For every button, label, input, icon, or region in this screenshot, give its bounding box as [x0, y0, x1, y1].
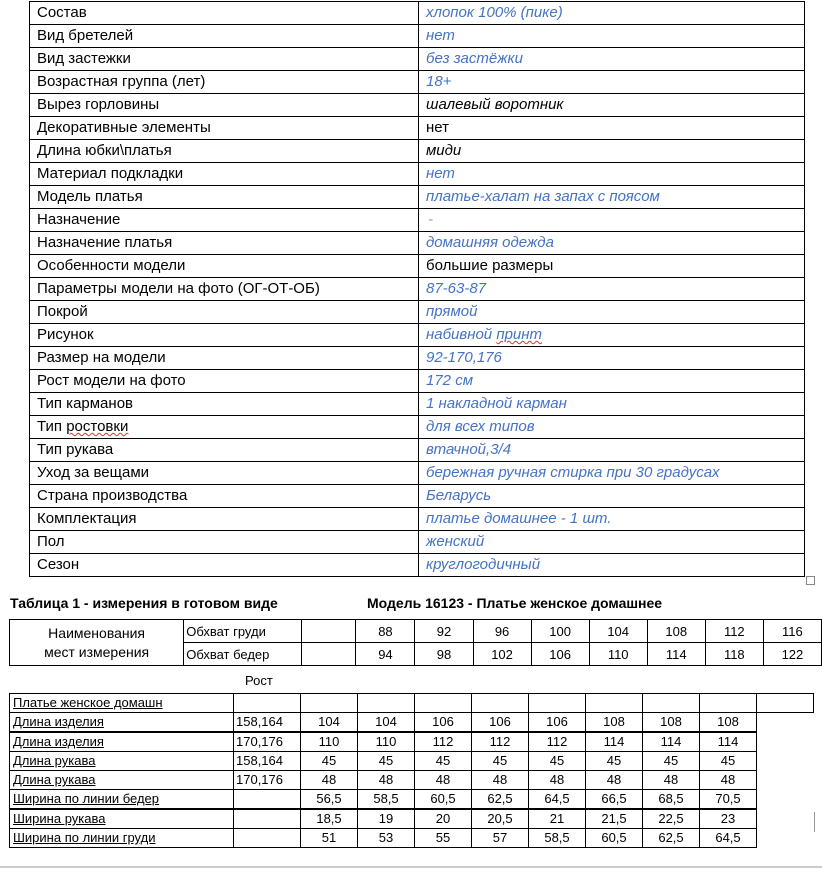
property-row — [30, 393, 805, 416]
property-row — [30, 94, 805, 117]
property-name — [30, 370, 419, 393]
property-value — [419, 94, 805, 117]
property-name-text: Размер на модели — [37, 349, 166, 366]
property-name-text: Вид застежки — [37, 50, 131, 67]
property-row — [30, 71, 805, 94]
property-row — [30, 531, 805, 554]
property-value — [419, 508, 805, 531]
measurement-value: 48 — [643, 771, 700, 790]
model-title: Модель 16123 - Платье женское домашнее — [367, 595, 663, 611]
property-name — [30, 25, 419, 48]
hips-value: 114 — [647, 643, 705, 666]
chest-girth-label: Обхват груди — [184, 620, 302, 643]
measurement-value: 112 — [472, 732, 529, 752]
measurement-value: 48 — [358, 771, 415, 790]
section-label: Платье женское домашн — [10, 694, 234, 713]
height-range — [234, 809, 301, 829]
property-value-text: круглогодичный — [426, 556, 541, 573]
property-row — [30, 416, 805, 439]
measurement-value: 45 — [700, 752, 757, 771]
property-value-text: 18+ — [426, 73, 452, 90]
measurement-value: 64,5 — [700, 829, 757, 848]
property-name-text: Возрастная группа (лет) — [37, 73, 206, 90]
property-name — [30, 163, 419, 186]
property-value-text: 92-170,176 — [426, 349, 502, 366]
property-value — [419, 462, 805, 485]
measurement-value: 45 — [472, 752, 529, 771]
property-name-text: Особенности модели — [37, 257, 186, 274]
property-name — [30, 439, 419, 462]
empty-cell — [302, 643, 356, 666]
property-name — [30, 324, 419, 347]
property-value — [419, 186, 805, 209]
measurement-value: 106 — [472, 713, 529, 733]
property-value — [419, 25, 805, 48]
measurement-value: 51 — [301, 829, 358, 848]
empty-cell — [700, 694, 757, 713]
chest-value: 108 — [647, 620, 705, 643]
measurement-names-line1: Наименования — [48, 624, 146, 641]
measurement-value: 114 — [643, 732, 700, 752]
measurement-value: 108 — [643, 713, 700, 733]
empty-cell — [301, 694, 358, 713]
property-row — [30, 324, 805, 347]
hips-value: 94 — [356, 643, 415, 666]
property-row — [30, 117, 805, 140]
measurement-value: 104 — [301, 713, 358, 733]
measurement-name: Длина рукава — [10, 771, 234, 790]
measurement-value: 62,5 — [472, 790, 529, 810]
measurement-value: 68,5 — [643, 790, 700, 810]
measurement-value: 114 — [586, 732, 643, 752]
measurement-value: 21 — [529, 809, 586, 829]
measurements-table — [9, 693, 814, 848]
measurement-row — [10, 809, 814, 829]
property-name-text: Сезон — [37, 556, 80, 573]
measurement-name: Ширина по линии груди — [10, 829, 234, 848]
property-name-text: Материал подкладки — [37, 165, 184, 182]
measurement-value: 112 — [529, 732, 586, 752]
empty-cell — [302, 620, 356, 643]
measurement-value: 106 — [415, 713, 472, 733]
measurement-value: 110 — [358, 732, 415, 752]
property-value — [419, 416, 805, 439]
property-value-text: женский — [426, 533, 485, 550]
measurement-value: 20 — [415, 809, 472, 829]
property-value-text: нет — [426, 165, 455, 182]
property-row — [30, 140, 805, 163]
measurement-value: 23 — [700, 809, 757, 829]
measurement-value: 56,5 — [301, 790, 358, 810]
measurement-value: 58,5 — [529, 829, 586, 848]
property-value — [419, 324, 805, 347]
hips-girth-label: Обхват бедер — [184, 643, 302, 666]
property-value — [419, 554, 805, 577]
measurement-names-line2: мест измерения — [44, 643, 150, 660]
property-name — [30, 531, 419, 554]
hips-value: 102 — [473, 643, 531, 666]
property-value — [419, 232, 805, 255]
measurement-names-header — [10, 620, 184, 666]
measurement-name: Ширина по линии бедер — [10, 790, 234, 810]
measurement-name: Длина изделия — [10, 713, 234, 733]
measurement-value: 106 — [529, 713, 586, 733]
empty-cell — [529, 694, 586, 713]
property-value-text: платье домашнее - 1 шт. — [426, 510, 612, 527]
property-row — [30, 301, 805, 324]
property-value — [419, 278, 805, 301]
measurement-value: 48 — [415, 771, 472, 790]
property-name-text: Назначение — [37, 211, 121, 228]
height-range — [234, 790, 301, 810]
property-row — [30, 508, 805, 531]
chest-value: 100 — [531, 620, 589, 643]
property-row — [30, 255, 805, 278]
measurement-name: Длина рукава — [10, 752, 234, 771]
property-name — [30, 393, 419, 416]
measurement-value: 60,5 — [415, 790, 472, 810]
measurement-row — [10, 713, 814, 733]
property-row — [30, 370, 805, 393]
property-name — [30, 232, 419, 255]
measurement-value: 45 — [529, 752, 586, 771]
measurement-value: 60,5 — [586, 829, 643, 848]
hips-value: 110 — [589, 643, 647, 666]
property-value — [419, 255, 805, 278]
property-value-text: набивной принт — [426, 326, 543, 343]
property-name — [30, 140, 419, 163]
property-name-text: Уход за вещами — [37, 464, 150, 481]
measurement-value: 114 — [700, 732, 757, 752]
property-value-text: домашняя одежда — [426, 234, 554, 251]
property-row — [30, 439, 805, 462]
property-value-text: втачной,3/4 — [426, 441, 512, 458]
empty-cell — [234, 694, 301, 713]
property-value-text: нет — [426, 119, 449, 136]
property-row — [30, 347, 805, 370]
property-value — [419, 347, 805, 370]
measurement-value: 45 — [643, 752, 700, 771]
property-value-text: Беларусь — [426, 487, 492, 504]
property-value — [419, 71, 805, 94]
property-name — [30, 186, 419, 209]
margin-marker — [814, 812, 821, 832]
property-value-text: 1 накладной карман — [426, 395, 567, 412]
property-value-text: бережная ручная стирка при 30 градусах — [426, 464, 720, 481]
property-name — [30, 416, 419, 439]
property-value — [419, 531, 805, 554]
property-row — [30, 163, 805, 186]
measurement-row — [10, 829, 814, 848]
property-value-text: без застёжки — [426, 50, 523, 67]
measurement-value: 110 — [301, 732, 358, 752]
height-label: Рост — [245, 673, 273, 688]
property-name-text: Рисунок — [37, 326, 94, 343]
empty-cell — [415, 694, 472, 713]
measurement-value: 48 — [472, 771, 529, 790]
measurement-value: 20,5 — [472, 809, 529, 829]
hips-value: 118 — [705, 643, 763, 666]
property-name — [30, 71, 419, 94]
property-name — [30, 278, 419, 301]
property-value-text: платье-халат на запах с поясом — [426, 188, 660, 205]
measurement-value: 55 — [415, 829, 472, 848]
property-value-text: 87-63-87 — [426, 280, 487, 297]
property-value — [419, 163, 805, 186]
property-value — [419, 485, 805, 508]
measurement-value: 45 — [586, 752, 643, 771]
property-name — [30, 255, 419, 278]
property-value-text: нет — [426, 27, 455, 44]
hips-value: 122 — [763, 643, 821, 666]
property-name — [30, 117, 419, 140]
product-properties-table — [29, 1, 805, 577]
property-name-text: Параметры модели на фото (ОГ-ОТ-ОБ) — [37, 280, 320, 297]
measurement-value: 48 — [529, 771, 586, 790]
measurement-value: 57 — [472, 829, 529, 848]
property-name-text: Тип рукава — [37, 441, 114, 458]
measurement-row — [10, 752, 814, 771]
measurement-value: 53 — [358, 829, 415, 848]
measurement-row — [10, 790, 814, 810]
property-name-text: Страна производства — [37, 487, 188, 504]
property-name — [30, 554, 419, 577]
empty-cell — [472, 694, 529, 713]
measurement-row — [10, 732, 814, 752]
property-row — [30, 2, 805, 25]
empty-cell — [586, 694, 643, 713]
chest-value: 88 — [356, 620, 415, 643]
property-name — [30, 2, 419, 25]
empty-cell — [358, 694, 415, 713]
measurement-value: 48 — [586, 771, 643, 790]
empty-cell — [757, 694, 814, 713]
measurement-value: 45 — [415, 752, 472, 771]
property-row — [30, 554, 805, 577]
measurement-value: 62,5 — [643, 829, 700, 848]
property-name — [30, 347, 419, 370]
size-header-table — [9, 619, 822, 666]
measurement-value: 45 — [301, 752, 358, 771]
measurement-value: 21,5 — [586, 809, 643, 829]
measurement-value: 22,5 — [643, 809, 700, 829]
property-value — [419, 439, 805, 462]
hips-value: 106 — [531, 643, 589, 666]
measurement-value: 18,5 — [301, 809, 358, 829]
property-name-text: Модель платья — [37, 188, 143, 205]
property-value — [419, 117, 805, 140]
property-name-text: Декоративные элементы — [37, 119, 211, 136]
property-value — [419, 301, 805, 324]
measurement-value: 64,5 — [529, 790, 586, 810]
property-name — [30, 94, 419, 117]
measurement-value: 70,5 — [700, 790, 757, 810]
property-value-text: для всех типов — [426, 418, 535, 435]
property-name-text: Назначение платья — [37, 234, 173, 251]
property-value — [419, 370, 805, 393]
property-name — [30, 209, 419, 232]
measurement-value: 108 — [700, 713, 757, 733]
chest-value: 116 — [763, 620, 821, 643]
measurement-value: 112 — [415, 732, 472, 752]
property-name — [30, 462, 419, 485]
property-row — [30, 25, 805, 48]
measurement-name: Ширина рукава — [10, 809, 234, 829]
property-value-text: - — [428, 211, 433, 228]
property-value-text: хлопок 100% (пике) — [426, 4, 563, 21]
property-name — [30, 301, 419, 324]
property-name-text: Тип карманов — [37, 395, 133, 412]
property-value — [419, 393, 805, 416]
property-value-text: 172 см — [426, 372, 473, 389]
property-value — [419, 2, 805, 25]
property-name-text: Вид бретелей — [37, 27, 134, 44]
property-name-text: Комплектация — [37, 510, 137, 527]
property-row — [30, 186, 805, 209]
property-name-text: Рост модели на фото — [37, 372, 186, 389]
measurement-value: 108 — [586, 713, 643, 733]
measurement-value: 48 — [301, 771, 358, 790]
property-name — [30, 485, 419, 508]
measurement-name: Длина изделия — [10, 732, 234, 752]
property-row — [30, 209, 805, 232]
property-value-text: прямой — [426, 303, 478, 320]
property-row — [30, 48, 805, 71]
page-bottom-rule — [0, 866, 822, 868]
measurement-value: 45 — [358, 752, 415, 771]
measurement-value: 19 — [358, 809, 415, 829]
measurement-value: 48 — [700, 771, 757, 790]
property-row — [30, 232, 805, 255]
measurement-value: 104 — [358, 713, 415, 733]
property-name — [30, 508, 419, 531]
property-row — [30, 462, 805, 485]
hips-value: 98 — [415, 643, 473, 666]
property-row — [30, 485, 805, 508]
chest-value: 96 — [473, 620, 531, 643]
measurement-row — [10, 771, 814, 790]
height-range: 170,176 — [234, 771, 301, 790]
measurement-value: 58,5 — [358, 790, 415, 810]
property-value — [419, 48, 805, 71]
property-name-text: Тип ростовки — [37, 418, 129, 435]
property-value-text: большие размеры — [426, 257, 554, 274]
property-value — [419, 209, 805, 232]
height-range: 158,164 — [234, 713, 301, 733]
measurement-value: 66,5 — [586, 790, 643, 810]
property-name-text: Вырез горловины — [37, 96, 160, 113]
empty-cell — [643, 694, 700, 713]
property-value — [419, 140, 805, 163]
property-row — [30, 278, 805, 301]
table-title: Таблица 1 - измерения в готовом виде — [10, 595, 278, 611]
property-name-text: Длина юбки\платья — [37, 142, 172, 159]
property-name — [30, 48, 419, 71]
chest-value: 92 — [415, 620, 473, 643]
property-name-text: Покрой — [37, 303, 88, 320]
height-range — [234, 829, 301, 848]
property-value-text: шалевый воротник — [426, 96, 564, 113]
property-name-text: Пол — [37, 533, 65, 550]
chest-value: 112 — [705, 620, 763, 643]
height-range: 158,164 — [234, 752, 301, 771]
height-range: 170,176 — [234, 732, 301, 752]
table-anchor-handle[interactable] — [806, 576, 815, 585]
property-name-text: Состав — [37, 4, 87, 21]
property-value-text: миди — [426, 142, 462, 159]
chest-value: 104 — [589, 620, 647, 643]
